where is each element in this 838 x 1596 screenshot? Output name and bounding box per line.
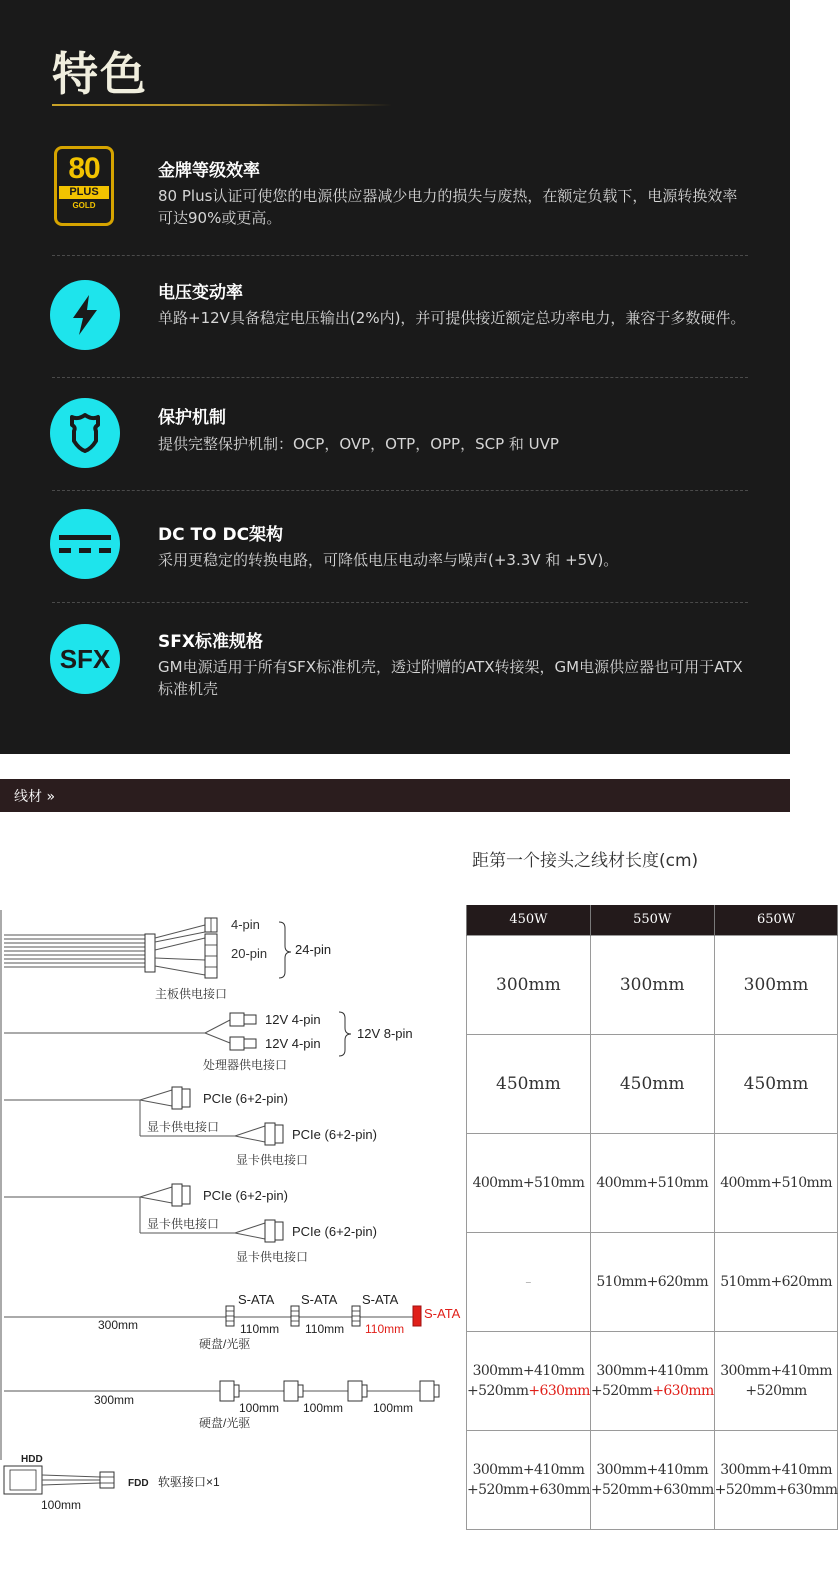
table-cell: 510mm+620mm: [714, 1232, 838, 1331]
cpu-a-label: 12V 4-pin: [265, 1012, 321, 1027]
divider: [52, 255, 748, 256]
shield-icon: [50, 398, 120, 468]
cpu-b-label: 12V 4-pin: [265, 1036, 321, 1051]
80-plus-gold-badge-icon: [54, 146, 114, 226]
cell-line: 300mm+410mm: [596, 1362, 709, 1379]
fdd-adapter: [4, 1454, 220, 1512]
molex-caption: 硬盘/光驱: [199, 1416, 251, 1430]
pcie-label: PCIe (6+2-pin): [203, 1091, 288, 1106]
sata-label-highlight: S-ATA: [424, 1306, 461, 1321]
features-panel: [0, 0, 790, 754]
table-cell: 400mm+510mm: [714, 1133, 838, 1232]
fdd-caption: 软驱接口×1: [158, 1475, 220, 1489]
table-cell: 300mm: [714, 935, 838, 1034]
feature-heading: 电压变动率: [158, 283, 243, 303]
table-cell: 450mm: [714, 1034, 838, 1133]
fdd-length: 100mm: [41, 1498, 82, 1512]
cpu-connector: [4, 1012, 413, 1072]
pcie-label: PCIe (6+2-pin): [292, 1224, 377, 1239]
cell-line: [467, 1381, 590, 1401]
table-cell: [590, 1430, 714, 1529]
table-cell: 300mm: [467, 935, 591, 1034]
cell-line: +520mm+630mm: [714, 1481, 838, 1498]
cell-line: [715, 1381, 838, 1401]
feature-heading: 保护机制: [158, 408, 226, 428]
table-cell: [714, 1430, 838, 1529]
sata-connector-chain: [4, 1292, 461, 1351]
feature-description: 80 Plus认证可使您的电源供应器减少电力的损失与废热，在额定负载下，电源转换效率可达90%或更高。: [158, 187, 738, 227]
molex-length: 100mm: [239, 1401, 280, 1415]
molex-connector-chain: [4, 1381, 439, 1430]
table-row: [467, 1232, 838, 1331]
feature-description: 提供完整保护机制：OCP，OVP，OTP，OPP，SCP 和 UVP: [158, 435, 559, 453]
cell-line: +520mm+630mm: [467, 1481, 590, 1498]
sata-length-highlight: 110mm: [365, 1322, 405, 1336]
divider: [52, 490, 748, 491]
table-row: [467, 1331, 838, 1430]
badge-gold: GOLD: [72, 201, 96, 210]
badge-number: 80: [68, 152, 100, 185]
column-header-550w: 550W: [590, 905, 714, 935]
table-cell: 300mm: [590, 935, 714, 1034]
sata-label: S-ATA: [238, 1292, 275, 1307]
molex-length: 100mm: [373, 1401, 414, 1415]
sata-length: 110mm: [305, 1322, 345, 1336]
empty-dash: –: [525, 1275, 532, 1289]
cpu-8pin-label: 12V 8-pin: [357, 1026, 413, 1041]
table-row: [467, 1034, 838, 1133]
gpu-caption: 显卡供电接口: [236, 1153, 309, 1167]
feature-heading: SFX标准规格: [158, 632, 263, 652]
table-cell: [467, 1232, 591, 1331]
table-cell: 450mm: [590, 1034, 714, 1133]
cell-line: [591, 1381, 714, 1401]
cpu-caption: 处理器供电接口: [203, 1058, 288, 1072]
sfx-icon: [50, 624, 120, 694]
table-row: [467, 935, 838, 1034]
lightning-icon: [50, 280, 120, 350]
mb-24pin-label: 24-pin: [295, 942, 332, 957]
gpu-caption: 显卡供电接口: [147, 1120, 220, 1134]
mb-20pin-label: 20-pin: [231, 946, 268, 961]
table-cell: [467, 1430, 591, 1529]
sata-length: 300mm: [98, 1318, 139, 1332]
divider: [52, 602, 748, 603]
column-header-650w: 650W: [714, 905, 838, 935]
title-underline: [52, 104, 392, 106]
molex-length: 100mm: [303, 1401, 344, 1415]
column-header-450w: 450W: [467, 905, 591, 935]
feature-heading: DC TO DC架构: [158, 525, 284, 545]
sata-caption: 硬盘/光驱: [199, 1337, 251, 1351]
feature-heading: 金牌等级效率: [158, 161, 260, 181]
pcie-label: PCIe (6+2-pin): [203, 1188, 288, 1203]
features-title: 特色: [52, 47, 148, 101]
cell-part-highlight: +630mm: [652, 1382, 714, 1399]
table-cell: [590, 1331, 714, 1430]
cable-length-table: [466, 905, 838, 1530]
pcie-connector-group-1: [4, 1087, 377, 1167]
divider: [52, 377, 748, 378]
sata-label: S-ATA: [362, 1292, 399, 1307]
feature-description: 采用更稳定的转换电路，可降低电压电动率与噪声(+3.3V 和 +5V)。: [158, 551, 619, 569]
molex-length: 300mm: [94, 1393, 135, 1407]
motherboard-connector: [4, 917, 331, 1001]
sata-length: 110mm: [240, 1322, 280, 1336]
badge-plus: PLUS: [59, 186, 109, 199]
mb-4pin-label: 4-pin: [231, 917, 260, 932]
section-label: 线材 »: [14, 789, 56, 805]
table-cell: 400mm+510mm: [467, 1133, 591, 1232]
gpu-caption: 显卡供电接口: [147, 1217, 220, 1231]
cell-line: 300mm+410mm: [720, 1461, 832, 1478]
cable-diagram: [0, 900, 460, 1540]
hdd-label: HDD: [21, 1454, 43, 1465]
dc-lines-icon: [50, 509, 120, 579]
table-cell: 510mm+620mm: [590, 1232, 714, 1331]
cell-line: 300mm+410mm: [472, 1362, 585, 1379]
feature-description: GM电源适用于所有SFX标准机壳，透过附赠的ATX转接架，GM电源供应器也可用于ATX标准机壳: [158, 658, 743, 698]
table-cell: [467, 1331, 591, 1430]
table-row: [467, 1133, 838, 1232]
sfx-icon-label: SFX: [59, 643, 111, 674]
cell-part: +520mm: [467, 1382, 529, 1399]
cell-line: 300mm+410mm: [596, 1461, 709, 1478]
pcie-connector-group-2: [4, 1184, 377, 1264]
cable-diagram-svg: [0, 900, 460, 1540]
cell-part: +520mm: [745, 1382, 807, 1399]
feature-description: 单路+12V具备稳定电压输出(2%内)，并可提供接近额定总功率电力，兼容于多数硬件。: [158, 309, 746, 327]
table-row: [467, 1430, 838, 1529]
mb-caption: 主板供电接口: [155, 987, 228, 1001]
table-cell: 400mm+510mm: [590, 1133, 714, 1232]
cell-part: +520mm: [590, 1382, 653, 1399]
cell-line: +520mm+630mm: [590, 1481, 714, 1498]
cell-part-highlight: +630mm: [528, 1382, 590, 1399]
fdd-label: FDD: [128, 1478, 149, 1489]
table-cell: [714, 1331, 838, 1430]
pcie-label: PCIe (6+2-pin): [292, 1127, 377, 1142]
cell-line: 300mm+410mm: [472, 1461, 585, 1478]
table-title: 距第一个接头之线材长度(cm): [472, 851, 699, 871]
gpu-caption: 显卡供电接口: [236, 1250, 309, 1264]
table-cell: 450mm: [467, 1034, 591, 1133]
sata-label: S-ATA: [301, 1292, 338, 1307]
cell-line: 300mm+410mm: [720, 1362, 832, 1379]
cables-section-bar: [0, 779, 790, 812]
table-header-row: [467, 905, 838, 935]
